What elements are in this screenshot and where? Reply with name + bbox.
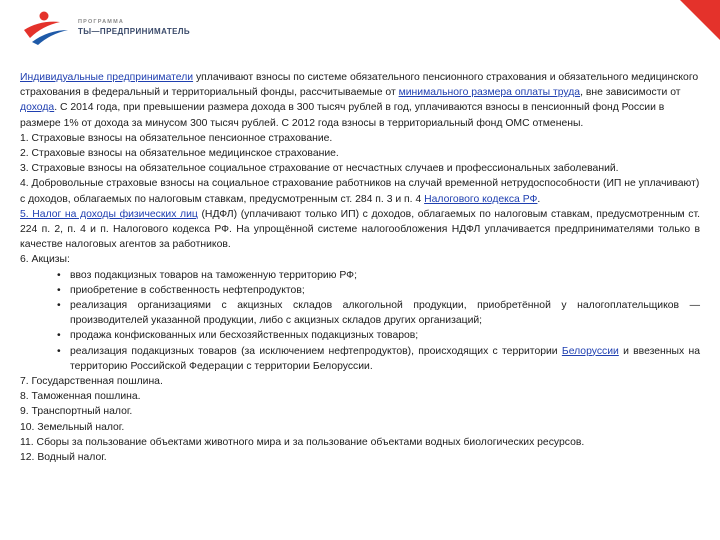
excise-item-belarus-text: реализация подакцизных товаров (за исключением нефтепродуктов), происходящих с территории <box>70 345 562 357</box>
list-item-10: 10. Земельный налог. <box>20 421 125 433</box>
intro-text-1: уплачивают взносы по системе обязательного пенсионного страхования и обязательного медицинского страхования в федеральный и территориальный фонды, рассчитываемые от <box>20 72 699 99</box>
intro-text-2: , вне зависимости от <box>580 87 681 99</box>
excise-item-import: • ввоз подакцизных товаров на таможенную территорию РФ; <box>70 268 700 283</box>
excise-list <box>20 268 700 374</box>
logo-mark-icon <box>20 10 72 46</box>
list-item-11: 11. Сборы за пользование объектами животного мира и за пользование объектами водных биологических ресурсов. <box>20 436 585 448</box>
logo-line-program: ПРОГРАММА <box>78 19 125 25</box>
link-tax-code[interactable]: Налогового кодекса РФ <box>424 193 538 205</box>
list-item-2: 2. Страховые взносы на обязательное медицинское страхование. <box>20 148 339 160</box>
excise-item-belarus <box>70 344 700 374</box>
link-minimum-wage[interactable]: минимального размера оплаты труда <box>398 87 581 99</box>
intro-paragraph <box>20 70 700 131</box>
list-item-1: 1. Страховые взносы на обязательное пенсионное страхование. <box>20 132 333 144</box>
list-item-4-text: 4. Добровольные страховые взносы на социальное страхование работников на случай временной нетрудоспособности (ИП не уплачивают) с доходов, облагаемых по налоговым ставкам, предусмотренным ст. 284 п. 3 и п. 4 <box>20 178 700 205</box>
list-item-9: 9. Транспортный налог. <box>20 406 133 418</box>
list-item-12: 12. Водный налог. <box>20 452 107 464</box>
excise-item-alcohol: • реализация организациями с акцизных складов алкогольной продукции, приобретённой у налогоплательщиков — производителей указанной продукции, либо с акцизных складов других организаций; <box>70 298 700 328</box>
list-item-4-end: . <box>537 193 541 205</box>
excise-item-belarus-end: и ввезенных на территорию Российской Федерации с территории Белоруссии. <box>70 345 700 372</box>
link-belarus[interactable]: Белоруссии <box>561 345 619 357</box>
list-item-5 <box>20 207 700 253</box>
link-individual-entrepreneurs[interactable]: Индивидуальные предприниматели <box>20 72 194 83</box>
main-text <box>20 70 700 465</box>
excise-item-confiscated: • продажа конфискованных или бесхозяйственных подакцизных товаров; <box>70 328 700 343</box>
excise-item-petroleum: • приобретение в собственность нефтепродуктов; <box>70 283 700 298</box>
list-item-6: 6. Акцизы: <box>20 254 70 266</box>
list-item-3: 3. Страховые взносы на обязательное социальное страхование от несчастных случаев и профессиональных заболеваний. <box>20 163 619 175</box>
list-item-8: 8. Таможенная пошлина. <box>20 391 141 403</box>
link-income[interactable]: дохода <box>20 102 55 114</box>
list-item-7: 7. Государственная пошлина. <box>20 376 163 388</box>
intro-text-3: . С 2014 года, при превышении размера дохода в 300 тысяч рублей в год, уплачиваются взносы в пенсионный фонд России в размере 1% от дохода за минусом 300 тысяч рублей. С 2012 года взносы в территориальный фонд ОМС отменены. <box>20 102 665 129</box>
corner-decoration <box>680 0 720 40</box>
list-item-5-text: (НДФЛ) (уплачивают только ИП) с доходов, облагаемых по налоговым ставкам, предусмотренным ст. 224 п. 2, п. 4 и п. Налогового кодекса РФ. На упрощённой системе налогообложения НДФЛ уплачивается предпринимателями только в качестве налоговых агентов за работников. <box>20 208 700 251</box>
list-item-4 <box>20 176 700 206</box>
program-logo <box>20 8 260 48</box>
link-personal-income-tax[interactable]: 5. Налог на доходы физических лиц <box>20 208 198 220</box>
logo-line-title: ТЫ—ПРЕДПРИНИМАТЕЛЬ <box>78 27 191 36</box>
